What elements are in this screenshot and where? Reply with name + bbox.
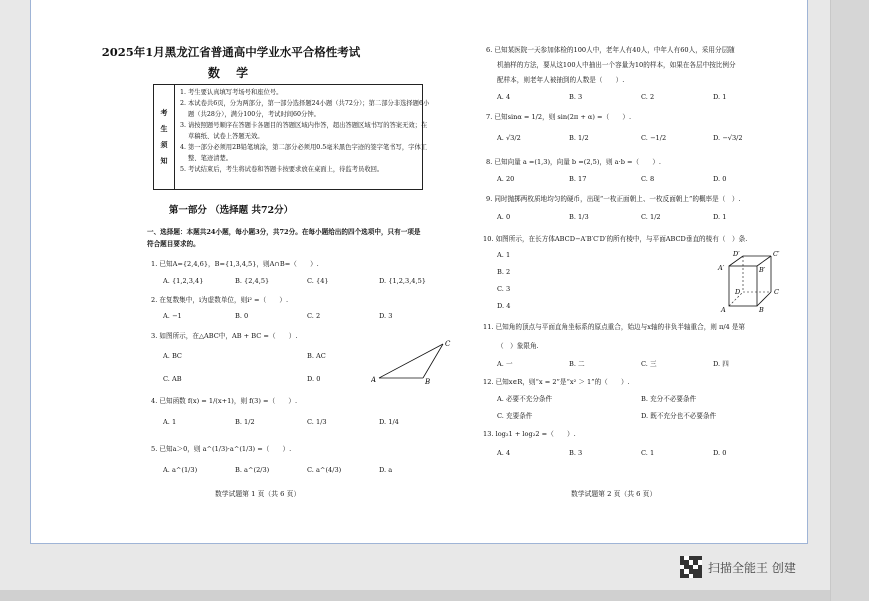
triangle-figure bbox=[371, 338, 451, 386]
question-stem: 5. 已知a＞0，则 a^(1/3)·a^(1/3) =（ ）. bbox=[151, 445, 292, 453]
qr-code-icon bbox=[680, 556, 702, 578]
option: D. 4 bbox=[497, 302, 511, 310]
option: B. 1/2 bbox=[235, 418, 255, 426]
option: B. 0 bbox=[235, 312, 249, 320]
option: D. 3 bbox=[379, 312, 393, 320]
notice-list bbox=[174, 87, 432, 175]
question-stem-line: 7. 已知sinα = 1/2，则 sin(2π + α) =（ ）. bbox=[486, 113, 632, 121]
question-stem-line: 机抽样的方法，要从这100人中抽出一个容量为10的样本，如果在各层中按比例分 bbox=[497, 61, 736, 69]
cube-label-d1: D′ bbox=[733, 250, 740, 258]
notice-item: 2. 本试卷共6页，分为两部分，第一部分选择题24小题（共72分）；第二部分非选择题6小题（共28分），满分100分，考试时间60分钟。 bbox=[188, 98, 432, 120]
option: D. a bbox=[379, 466, 393, 474]
option: A. 0 bbox=[497, 213, 511, 221]
option: A. 必要不充分条件 bbox=[497, 395, 553, 403]
notice-item: 3. 请按照题号顺序在答题卡各题目的答题区域内作答，超出答题区域书写的答案无效；在草稿纸、试卷上答题无效。 bbox=[188, 120, 432, 142]
subject-title: 数 学 bbox=[207, 66, 255, 80]
option: C. 1/2 bbox=[641, 213, 661, 221]
question-stem-line: 9. 同时抛掷两枚质地均匀的硬币，出现“一枚正面朝上、一枚反面朝上”的概率是（ ）. bbox=[486, 195, 741, 203]
question-stem: 3. 如图所示，在△ABC中，AB + BC =（ ）. bbox=[151, 332, 298, 340]
notice-item: 5. 考试结束后，考生将试卷和答题卡按要求放在桌面上，待监考员收回。 bbox=[188, 164, 432, 175]
option: D. 1 bbox=[713, 213, 727, 221]
page-footer: 数学试题第 2 页（共 6 页） bbox=[571, 490, 657, 498]
option: B. 3 bbox=[569, 93, 583, 101]
option: C. 3 bbox=[497, 285, 511, 293]
question-stem: 2. 在复数集中，i为虚数单位，则i² =（ ）. bbox=[151, 296, 289, 304]
option: D. −√3/2 bbox=[713, 134, 743, 142]
option: D. 0 bbox=[307, 375, 321, 383]
exam-page bbox=[30, 0, 808, 544]
option: D. 四 bbox=[713, 360, 729, 368]
option: D. 1 bbox=[713, 93, 727, 101]
triangle-label-a: A bbox=[371, 376, 377, 384]
option: D. 既不充分也不必要条件 bbox=[641, 412, 717, 420]
option: A. 一 bbox=[497, 360, 513, 368]
option: B. 1/3 bbox=[569, 213, 589, 221]
candidate-notice-box bbox=[153, 84, 430, 190]
vertical-scrollbar[interactable] bbox=[830, 0, 869, 601]
option: B. a^(2/3) bbox=[235, 466, 270, 474]
option: D. 1/4 bbox=[379, 418, 399, 426]
option: C. −1/2 bbox=[641, 134, 667, 142]
cube-label-a1: A′ bbox=[718, 264, 725, 272]
cube-label-b1: B′ bbox=[759, 266, 766, 274]
question-stem-line: 13. log₂1 + log₂2 =（ ）. bbox=[483, 430, 576, 438]
option: B. 二 bbox=[569, 360, 585, 368]
section-instructions: 一、选择题：本题共24小题，每小题3分，共72分。在每小题给出的四个选项中，只有一项是符合题目要求的。 bbox=[147, 228, 421, 248]
option: A. BC bbox=[163, 352, 182, 360]
option: D. 0 bbox=[713, 449, 727, 457]
option: C. 1/3 bbox=[307, 418, 327, 426]
notice-item: 4. 第一部分必须用2B铅笔填涂，第二部分必须用0.5毫米黑色字迹的签字笔书写，字体工整、笔迹清楚。 bbox=[188, 142, 432, 164]
exam-title: 2025年1月黑龙江省普通高中学业水平合格性考试 bbox=[101, 45, 361, 59]
question-stem-line: 6. 已知某医院一天参加体检的100人中，老年人有40人，中年人有60人，采用分层随 bbox=[486, 46, 735, 54]
cube-label-d: D bbox=[735, 288, 741, 296]
notice-item: 1. 考生要认真填写考场号和座位号。 bbox=[188, 87, 432, 98]
option: A. √3/2 bbox=[497, 134, 521, 142]
option: A. 4 bbox=[497, 449, 511, 457]
question-stem: 1. 已知A={2,4,6}，B={1,3,4,5}，则A∩B=（ ）. bbox=[151, 260, 319, 268]
option: A. 1 bbox=[163, 418, 177, 426]
option: A. 4 bbox=[497, 93, 511, 101]
question-stem-line: 11. 已知角的顶点与平面直角坐标系的原点重合，始边与x轴的非负半轴重合，则 π/4 是第 bbox=[483, 323, 746, 331]
page-footer: 数学试题第 1 页（共 6 页） bbox=[215, 490, 301, 498]
watermark-text: 扫描全能王 创建 bbox=[708, 560, 796, 575]
option: D. {1,2,3,4,5} bbox=[379, 277, 426, 285]
cube-label-a: A bbox=[721, 306, 726, 314]
option: B. 充分不必要条件 bbox=[641, 395, 697, 403]
question-stem-line: 8. 已知向量 a =(1,3)，向量 b =(2,5)，则 a·b =（ ）. bbox=[486, 158, 662, 166]
cube-label-b: B bbox=[759, 306, 764, 314]
scanner-watermark bbox=[680, 556, 796, 578]
option: A. a^(1/3) bbox=[163, 466, 198, 474]
option: C. {4} bbox=[307, 277, 329, 285]
option: B. 17 bbox=[569, 175, 587, 183]
question-stem-line: 10. 如图所示，在长方体ABCD−A′B′C′D′的所有棱中，与平面ABCD垂直的棱有（ ）条. bbox=[483, 235, 748, 243]
option: C. 2 bbox=[307, 312, 321, 320]
option: C. a^(4/3) bbox=[307, 466, 342, 474]
notice-label: 考 生 须 知 bbox=[154, 85, 175, 189]
option: A. 20 bbox=[497, 175, 515, 183]
option: C. 充要条件 bbox=[497, 412, 533, 420]
question-stem-line: 12. 已知x∈R，则“x = 2”是“x² ＞ 1”的（ ）. bbox=[483, 378, 630, 386]
question-stem-line: （ ）象限角. bbox=[497, 342, 539, 350]
horizontal-scrollbar[interactable] bbox=[0, 590, 830, 601]
option: A. −1 bbox=[163, 312, 182, 320]
cube-label-c: C bbox=[774, 288, 779, 296]
cuboid-figure bbox=[715, 248, 795, 314]
option: B. {2,4,5} bbox=[235, 277, 270, 285]
option: C. 2 bbox=[641, 93, 655, 101]
option: B. 1/2 bbox=[569, 134, 589, 142]
option: C. AB bbox=[163, 375, 182, 383]
triangle-label-c: C bbox=[445, 340, 451, 348]
cube-label-c1: C′ bbox=[773, 250, 780, 258]
option: A. {1,2,3,4} bbox=[163, 277, 204, 285]
option: C. 三 bbox=[641, 360, 657, 368]
option: A. 1 bbox=[497, 251, 511, 259]
question-stem-line: 配样本，则老年人被抽到的人数是（ ）. bbox=[497, 76, 625, 84]
option: B. AC bbox=[307, 352, 326, 360]
part-one-title: 第一部分 （选择题 共72分） bbox=[168, 205, 294, 216]
option: B. 2 bbox=[497, 268, 511, 276]
option: B. 3 bbox=[569, 449, 583, 457]
question-stem: 4. 已知函数 f(x) = 1/(x+1)，则 f(3) =（ ）. bbox=[151, 397, 298, 405]
triangle-label-b: B bbox=[425, 378, 431, 386]
option: C. 8 bbox=[641, 175, 655, 183]
option: C. 1 bbox=[641, 449, 655, 457]
option: D. 0 bbox=[713, 175, 727, 183]
